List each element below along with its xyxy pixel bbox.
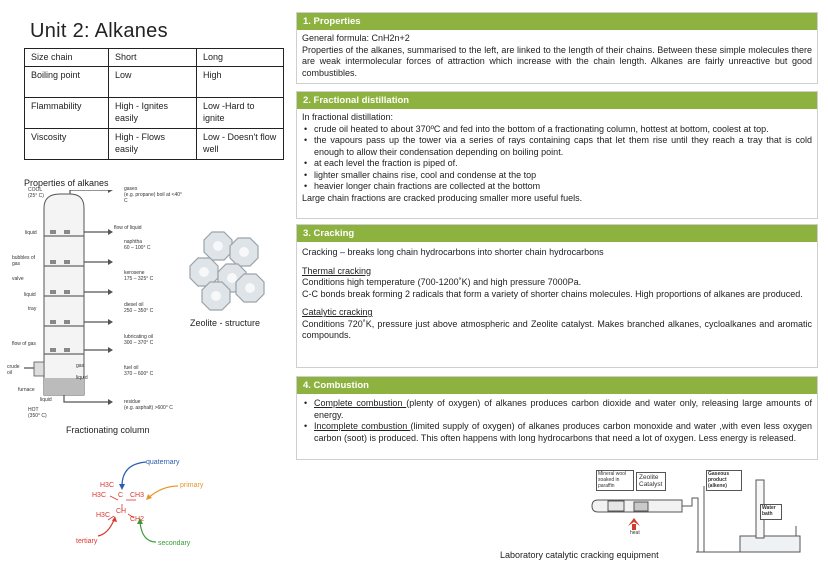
hot-label: HOT (350° C) xyxy=(28,407,47,419)
formula-part: CH xyxy=(116,508,127,515)
cracking-panel xyxy=(296,224,818,368)
label-liquid: liquid xyxy=(25,230,37,236)
table-cell: Low - Doesn't flow well xyxy=(197,129,284,160)
formula-part: H3C xyxy=(96,512,111,519)
column-caption: Fractionating column xyxy=(66,425,150,435)
figure-heading: Properties of alkanes xyxy=(24,178,109,188)
table-cell: Flammability xyxy=(25,98,109,129)
distillation-list xyxy=(302,124,812,193)
table-cell: High - Flows easily xyxy=(109,129,197,160)
thermal-cracking-title: Thermal cracking xyxy=(302,265,372,276)
list-item: • lighter smaller chains rise, cool and condense at the top xyxy=(302,170,812,182)
combustion-heading: 4. Combustion xyxy=(297,377,817,394)
properties-text: Properties of the alkanes, summarised to the left, are linked to the length of their chains. Between these simple molecules there are weak intermolecular forces of attraction which increase with the chain length. Alkanes are fairly unreactive but good combustibles. xyxy=(302,44,812,78)
table-cell: High - Ignites easily xyxy=(109,98,197,129)
mineral-wool-label: Mineral wool soaked in paraffin xyxy=(596,470,634,491)
label-gas: gas xyxy=(76,363,85,369)
catalytic-cracking-text: Conditions 720˚K, pressure just above atmospheric and Zeolite catalyst. Makes branched alkanes, cycloalkanes and aromatic compounds. xyxy=(302,318,812,341)
complete-combustion-text: (plenty of oxygen) of alkanes produces carbon dioxide and water only, releasing large amounts of energy. xyxy=(314,398,812,420)
fraction-item: gases (e.g. propane) boil at <40° C xyxy=(124,186,183,204)
general-formula: General formula: CnH2n+2 xyxy=(302,33,410,43)
label-secondary: secondary xyxy=(158,540,191,547)
formula-part: CH2 xyxy=(130,516,145,523)
complete-combustion-title: Complete combustion xyxy=(314,398,407,408)
zeolite-structure-image xyxy=(188,228,268,312)
list-item: • crude oil heated to about 370ºC and fed into the bottom of a fractionating column, hottest at bottom, coolest at top. xyxy=(302,124,812,136)
table-cell: Boiling point xyxy=(25,67,109,98)
table-row xyxy=(25,129,284,160)
distillation-outro: Large chain fractions are cracked producing smaller more useful fuels. xyxy=(302,192,583,203)
properties-panel xyxy=(296,12,818,84)
label-quaternary: quaternary xyxy=(146,459,180,466)
label-tertiary: tertiary xyxy=(76,538,98,545)
fraction-item: lubricating oil 300 – 370° C xyxy=(124,334,154,346)
table-row xyxy=(25,49,284,67)
properties-heading: 1. Properties xyxy=(297,13,817,30)
table-row xyxy=(25,67,284,98)
label-tray: tray xyxy=(28,306,37,312)
thermal-cracking-text: Conditions high temperature (700-1200˚K) and high pressure 7000Pa. xyxy=(302,277,582,288)
distillation-heading: 2. Fractional distillation xyxy=(297,92,817,109)
list-item: • at each level the fraction is piped of. xyxy=(302,158,812,170)
table-cell: Low xyxy=(109,67,197,98)
table-cell: Low -Hard to ignite xyxy=(197,98,284,129)
incomplete-combustion-text: (limited supply of oxygen) of alkanes produces carbon monoxide and water ,with even less oxygen carbon (soot) is produced. This often happens with long hydrocarbons that need a lot of oxygen. Less energy is released. xyxy=(314,421,812,443)
list-item: • the vapours pass up the tower via a series of rays containing caps that let them rise until they reach a tray that is cold enough to allow their condensation depending on boiling point. xyxy=(302,135,812,158)
gaseous-product-label: Gaseous product (alkene) xyxy=(706,470,742,491)
cracking-heading: 3. Cracking xyxy=(297,225,817,242)
fraction-item: naphtha 60 – 100° C xyxy=(124,239,151,251)
label-liquid-inner: liquid xyxy=(76,375,88,381)
fraction-item: residue (e.g. asphalt) >600° C xyxy=(124,399,173,411)
formula-part: H3C xyxy=(92,492,107,499)
heat-label: heat xyxy=(630,530,640,536)
comparison-table xyxy=(24,48,284,160)
page-title: Unit 2: Alkanes xyxy=(30,20,168,42)
formula-part: CH3 xyxy=(130,492,145,499)
table-cell: Size chain xyxy=(25,49,109,67)
label-primary: primary xyxy=(180,482,204,489)
fraction-item: diesel oil 250 – 350° C xyxy=(124,302,154,314)
combustion-list xyxy=(302,398,812,444)
list-item xyxy=(302,398,812,421)
formula-part: H3C xyxy=(100,482,115,489)
label-bubbles: bubbles of gas xyxy=(12,255,36,267)
table-cell: High xyxy=(197,67,284,98)
label-flow-of-gas: flow of gas xyxy=(12,341,36,347)
label-furnace: furnace xyxy=(18,387,35,393)
thermal-cracking-text-2: C-C bonds break forming 2 radicals that form a variety of shorter chains molecules. High proportions of alkanes are produced. xyxy=(302,288,803,299)
zeolite-catalyst-label: Zeolite Catalyst xyxy=(636,472,666,491)
combustion-panel xyxy=(296,376,818,460)
label-liquid-bottom: liquid xyxy=(40,397,52,403)
water-bath-label: Water bath xyxy=(760,504,782,520)
table-cell: Viscosity xyxy=(25,129,109,160)
list-item xyxy=(302,421,812,444)
zeolite-caption: Zeolite - structure xyxy=(190,318,261,328)
incomplete-combustion-title: Incomplete combustion xyxy=(314,421,411,432)
list-item: • heavier longer chain fractions are collected at the bottom xyxy=(302,181,812,193)
table-cell: Long xyxy=(197,49,284,67)
apparatus-caption: Laboratory catalytic cracking equipment xyxy=(500,550,659,560)
cracking-intro: Cracking – breaks long chain hydrocarbons into shorter chain hydrocarbons xyxy=(302,247,604,257)
formula-part: C xyxy=(118,492,124,499)
label-liquid-2: liquid xyxy=(24,292,36,298)
fraction-item: fuel oil 370 – 600° C xyxy=(124,365,154,377)
distillation-panel xyxy=(296,91,818,219)
table-row xyxy=(25,98,284,129)
fraction-item: kerosene 175 – 325° C xyxy=(124,270,154,282)
label-crude-oil: crude oil xyxy=(7,364,20,376)
cool-label: COOL (25° C) xyxy=(28,187,44,199)
label-flow-of-liquid: flow of liquid xyxy=(114,225,142,231)
carbon-classification-diagram xyxy=(78,456,208,552)
catalytic-cracking-title: Catalytic cracking xyxy=(302,307,373,318)
table-cell: Short xyxy=(109,49,197,67)
distillation-intro: In fractional distillation: xyxy=(302,112,394,122)
label-valve: valve xyxy=(12,276,24,282)
